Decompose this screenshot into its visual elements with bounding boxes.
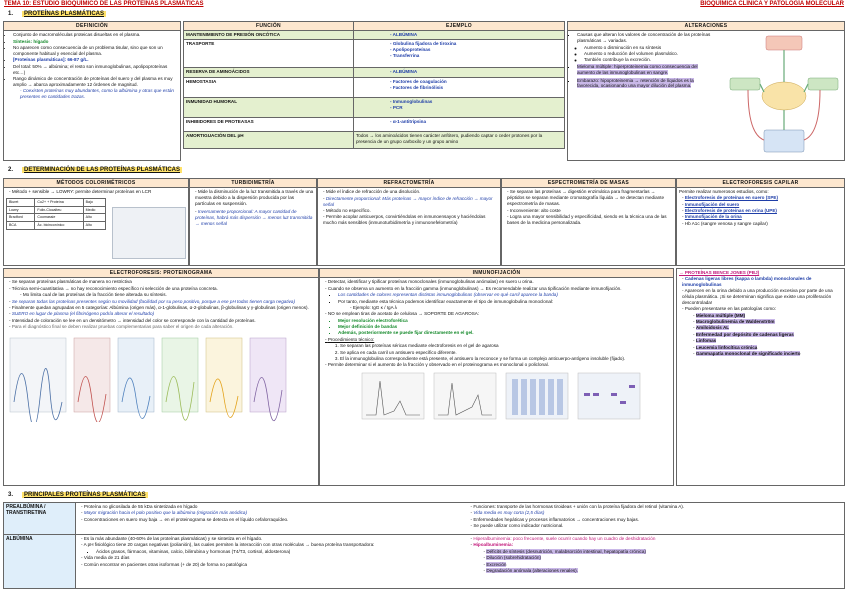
refractometry-header: REFRACTOMETRÍA — [318, 179, 500, 188]
table-row — [184, 78, 565, 98]
albumin-right: - Hiperalbuminemia: poco frecuente, suele ocurrir cuando hay un cuadro de deshidratación - Hipoalbuminemia: - Déficits de síntesis (desnutrición, malabsorción intestinal, hepatopatía crónica) - Dilución (sobrehidratación) - Excreción - Degradación anómala (alteraciones renales). — [466, 535, 845, 589]
capilar-intro: Permite realizar numerosos estudios, como: — [679, 189, 769, 195]
proteino-subitem: - Mo limita cual de las proteínas de la fracción tiene alterada su síntesis. — [20, 292, 316, 298]
proteino-item: - Finalmente quedan agrupadas en 5 categorías: Albúmina (origen más), α-1-globulinas, α-2-globulinas, β-globulinas y γ-globulinas (origen menos). — [9, 305, 316, 311]
definition-header: DEFINICIÓN — [4, 22, 180, 31]
immunofixation-box — [319, 268, 674, 486]
refractometry-box — [317, 178, 501, 266]
turbidimetry-header: TURBIDIMETRÍA — [190, 179, 316, 188]
protein-flow-diagram — [728, 34, 840, 158]
proteinogram-box — [3, 268, 319, 486]
def-item: • No aparecen como consecuencia de un problema tisular, sino que son un componente habitual y esencial del plasma. — [13, 45, 178, 57]
def-item: • Síntesis: hígado — [13, 39, 178, 45]
prealbumin-right: - Funciones: transporte de las hormonas tiroideas + unión con la proteína fijadora del retinol (vitamina A). - Vida media es muy corta (2,5 días) - Enfermedades hepáticas y procesos inflamatorios → concentraciones muy bajas. - Se puede utilizar como indicador nutricional. — [466, 503, 845, 535]
capillary-box — [676, 178, 845, 266]
mass-spec-header: ESPECTROMETRÍA DE MASAS — [502, 179, 675, 188]
inmuno-item: - Detectar, identificar y tipificar proteínas monoclonales (inmunoglobulinas anómalas) en suero u orina. — [325, 279, 671, 285]
inmuno-step: 2. Se aplica en cada carril un antisuero específico diferente. — [340, 350, 671, 356]
section-3-heading — [8, 492, 148, 500]
refr-item: - Directamente proporcional: Más proteínas → mayor índice de refracción → mayor señal — [323, 196, 498, 208]
capilar-item: - Inmunofijación del suero — [682, 202, 842, 208]
proteinogram-header: ELECTROFORESIS: PROTEINOGRAMA — [4, 269, 318, 278]
alt-subitem: ◦ Aumento o reducción del volumen plasmático. — [584, 51, 716, 57]
table-row — [184, 98, 565, 118]
function-cell: TRASPORTE — [184, 40, 354, 68]
table-row: Lowry Folin-Ciocalteu Medio — [7, 206, 106, 214]
proteino-item: - Se separan todas las proteínas presentes según su movilidad (facilidad por su peso positivo, porque a ese pH todas tienen carga negativa) — [9, 299, 316, 305]
table-row: RESERVA DE AMINOÁCIDOS - ALBÚMINA — [184, 68, 565, 78]
turb-item: - Mide la disminución de la luz transmitida a través de una muestra debido a la dispersión producida por las partículas en suspensión. — [195, 189, 314, 207]
benc-subitem: - Amiloidosis AL — [693, 325, 842, 331]
inmuno-subitem: ▪ Mejor definición de bandas — [338, 324, 671, 330]
example-header: EJEMPLO — [354, 22, 565, 31]
prealbumin-label: PREALBÚMINA / TRANSTIRETINA — [4, 503, 76, 535]
albumin-label: ALBÚMINA — [4, 535, 76, 589]
function-cell: MANTENIMIENTO DE PRESIÓN ONCÓTICA — [184, 31, 354, 40]
inmuno-subitem: ▪ Además, posteriormente se puede fijar directamente en el gel. — [338, 330, 671, 336]
inmuno-item: - Cuando se observa un aumento en la fracción gamma (inmunoglobulinas) → Es recomendable realizar una tipificación mediante inmunofijación. — [325, 286, 671, 292]
function-table — [183, 21, 565, 149]
table-row: Bradford Coomassie Alto — [7, 214, 106, 222]
alt-item: ▪ Causas que alteran los valores de concentración de las proteínas plasmáticas → variadas. — [577, 32, 716, 44]
proteino-item: - Técnica semi-cuantitativa → no hay reconocimiento específico ni selección de una proteína concreta. — [9, 286, 316, 292]
alt-subitem: ◦ Aumento o disminución en su síntesis — [584, 45, 716, 51]
def-item: • Del total: 50% → albúmina; el resto son inmunoglobulinas, apolipoproteínas etc…) — [13, 64, 178, 76]
benc-subitem: - Linfomas — [693, 338, 842, 344]
turbidimetry-box — [189, 178, 317, 266]
section-1-heading — [8, 11, 106, 19]
bence-jones-title: → PROTEÍNAS BENCE JONES (PBJ) — [679, 270, 760, 275]
inmuno-item: - Procedimiento técnico: — [325, 337, 671, 343]
inmuno-item: - NO se emplean tiras de acetato de celulosa → SOPORTE DE AGAROSA: — [325, 311, 671, 317]
def-item: • Conjunto de macromoléculas proteicas disueltas en el plasma. — [13, 32, 178, 38]
alt-item: ▪ Mieloma múltiple: hiperproteinemia como consecuencia del aumento de las inmunoglobulinas en sangre. — [577, 64, 716, 76]
table-row: Biuret Cu2+ + Proteína Bajo — [7, 199, 106, 207]
example-cell: ALBÚMINA — [392, 32, 418, 38]
function-cell: AMORTIGUACIÓN DEL pH — [184, 132, 354, 149]
proteino-item: - Para el diagnóstico final se deben realizar pruebas complementarias para saber el origen de cada alteración. — [9, 324, 316, 330]
capillary-header: ELECTROFORESIS CAPILAR — [677, 179, 844, 188]
inmuno-step: 3. El la inmunoglobulina correspondiente está presente, el antisuero la reconoce y se forma un complejo anticuerpo-antígeno insoluble (fijado). — [340, 356, 671, 362]
section-number: 1. — [8, 11, 14, 17]
course-title: BIOQUÍMICA CLÍNICA Y PATOLOGÍA MOLECULAR — [700, 1, 844, 7]
proteino-item: - Se separan proteínas plasmáticas de manera no restrictiva — [9, 279, 316, 285]
albumin-left: - Es la más abundante (40-60% de las proteínas plasmáticas) y se sintetiza en el hígado. - A pH fisiológico tiene 20 cargas negativas (polianión), las cuales permiten la interacción con otras moléculas → buena proteína transportadora: ▪ Ácidos grasos, fármacos, vitaminas, calcio, bilirrubina y hormonas (T4/T3, cortisol, aldosterona) - Vida media de 21 días - Común encontrar en pacientes otras isoformas (+ de 20) de forma no patológica — [76, 535, 466, 589]
immunofixation-figure — [322, 371, 662, 423]
table-row — [184, 132, 565, 149]
inmuno-subitem: ▪ Los cantidades de colores representan distintas inmunoglobulinas (observar en qué carril aparece la banda) — [338, 292, 671, 298]
section-title: DETERMINACIÓN DE LAS PROTEÍNAS PLASMÁTICAS — [24, 167, 181, 173]
colorimetric-box — [3, 178, 189, 266]
capilar-item: - Inmunofijación de la orina — [682, 214, 842, 220]
proteino-item: - SUERO en lugar de plasma (el fibrinógeno podría alterar el resultado) — [9, 311, 316, 317]
benc-item: - Cadenas ligeras libres (kappa o lambda) monoclonales de inmunoglobulinas — [682, 276, 842, 288]
definition-box — [3, 21, 181, 161]
refr-item: - Mide el índice de refracción de una disolución. — [323, 189, 498, 195]
example-cell: - Inmunoglobulinas - PCR — [354, 98, 565, 118]
function-cell: RESERVA DE AMINOÁCIDOS — [184, 68, 354, 78]
colorimetric-figure — [112, 207, 186, 259]
table-row — [4, 535, 845, 589]
mass-spec-box — [501, 178, 676, 266]
main-proteins-table — [3, 502, 845, 589]
alt-item: ▪ Embarazo: hipoproteinemia → retención de líquidos es la favorecida, ocasionando una mayor dilución del plasma. — [577, 78, 716, 90]
refr-item: - Permite acoplar anticuerpos, convirtiéndolas en inmunoensayos y haciéndolas mucho más sensibles (inmunoturbidimetría y inmunonefelometría) — [323, 214, 498, 226]
alterations-box — [567, 21, 845, 161]
turb-item: - Inversamente proporcional: A mayor cantidad de proteínas, habrá más dispersión → menos luz transmitida → menos señal — [195, 209, 314, 227]
section-title: PROTEÍNAS PLASMÁTICAS — [24, 11, 105, 17]
function-cell: HEMOSTASIA — [184, 78, 354, 98]
inmuno-subitem: ▪ Por tanto, mediante esta técnica podemos identificar exactamente el tipo de inmunoglobulina monoclonal: — [338, 299, 671, 305]
def-subitem: - Coexisten proteínas muy abundantes, como la albúmina y otras que están presentes en cantidades trazas. — [20, 88, 178, 100]
inmuno-subitem: - Ejemplo: IgG κ / IgA λ — [350, 305, 671, 311]
colorimetric-table — [6, 198, 106, 229]
immunofixation-header: INMUNOFIJACIÓN — [320, 269, 673, 278]
table-row: INHIBIDORES DE PROTEASAS - α-1-antitripsina — [184, 118, 565, 132]
benc-subitem: - Macroglobulinemia de Waldenström — [693, 319, 842, 325]
masas-item: - Logra una mayor sensibilidad y especificidad, siendo es la técnica una de las bases de la medicina personalizada. — [507, 214, 673, 226]
section-title: PRINCIPALES PROTEÍNAS PLASMÁTICAS — [24, 492, 146, 498]
proteino-item: - Intensidad de coloración se lee en un densitómetro → intensidad del color se corresponde con la cantidad de proteínas. — [9, 318, 316, 324]
colorim-item: - Método + sensible → LOWRY: permite determinar proteínas en LCR — [9, 189, 186, 195]
alterations-header: ALTERACIONES — [568, 22, 844, 31]
function-cell: INHIBIDORES DE PROTEASAS — [184, 118, 354, 132]
benc-subitem: - Mieloma múltiple (MM) — [693, 313, 842, 319]
def-item: • Rango dinámico de concentración de proteínas del suero y del plasma es muy amplio → abarca aproximadamente 12 órdenes de magnitud. — [13, 76, 178, 88]
example-cell: Todos → los aminoácidos tienen carácter anfótero, pudiendo captar o ceder protones por la presencia de un grupo carboxilo y un grupo amino — [354, 132, 565, 149]
capilar-item: - Hb A1c (sangre venosa y sangre capilar) — [682, 221, 842, 227]
benc-item: - Pueden presentarse en las patologías como: — [682, 306, 842, 312]
proteinogram-figure — [6, 332, 306, 422]
example-cell: - Globulina fijadora de tiroxina - Apolipoproteínas - Transferrina — [354, 40, 565, 68]
section-number: 2. — [8, 167, 14, 173]
table-row — [184, 40, 565, 68]
bence-jones-box — [676, 268, 845, 486]
section-number: 3. — [8, 492, 14, 498]
inmuno-subitem: ▪ Mejor resolución electroforética — [338, 318, 671, 324]
document-title: TEMA 10: ESTUDIO BIOQUÍMICO DE LAS PROTEÍNAS PLASMÁTICAS — [4, 1, 204, 7]
example-cell: - Factores de coagulación - Factores de fibrinólisis — [354, 78, 565, 98]
capilar-item: - Electroforesis de proteínas en suero (SPE) — [682, 195, 842, 201]
refr-item: - Método no específico. — [323, 208, 498, 214]
example-cell: α-1-antitripsina — [392, 119, 427, 125]
masas-item: - Se separan las proteínas → digestión enzimática para fragmentarlas → péptidos se separan mediante cromatografía líquida → se detectan mediante espectrometría de masas. — [507, 189, 673, 207]
def-item: • [Proteínas plasmáticas]: 66-87 g/L. — [13, 57, 178, 63]
function-cell: INMUNIDAD HUMORAL — [184, 98, 354, 118]
benc-subitem: - Gammapatía monoclonal de significado incierto — [693, 351, 842, 357]
table-row — [4, 503, 845, 535]
inmuno-step: 1. Se separan las proteínas séricas mediante electroforesis en el gel de agarosa — [340, 343, 671, 349]
prealbumin-left: - Proteína no glicosilada de 55 kDa sintetizada en hígado - Mayor migración hacia el polo positivo que la albúmina (migración más anódica) - Concentraciones en suero muy baja → en el proteinograma se detecta en el líquido cefalorraquídeo. — [76, 503, 466, 535]
table-row: MANTENIMIENTO DE PRESIÓN ONCÓTICA - ALBÚMINA — [184, 31, 565, 40]
section-2-heading — [8, 167, 182, 175]
colorimetric-header: MÉTODOS COLORIMÉTRICOS — [4, 179, 188, 188]
alt-subitem: ◦ También contribuye la excreción. — [584, 57, 716, 63]
capilar-item: - Electroforesis de proteínas en orina (UPE) — [682, 208, 842, 214]
function-header: FUNCIÓN — [184, 22, 354, 31]
benc-item: - Aparecen en la orina debido a una producción excesiva por parte de una célula plasmática. ¡Si se determinan significa que existe una proliferación descontrolada! — [682, 288, 842, 306]
example-cell: ALBÚMINA — [392, 69, 418, 75]
masas-item: - Inconveniente: alto coste — [507, 208, 673, 214]
benc-subitem: - Enfermedad por depósito de cadenas ligeras — [693, 332, 842, 338]
benc-subitem: - Leucemia linfocítica crónica — [693, 345, 842, 351]
inmuno-item: - Permite determinar si el aumento de la fracción γ observado en el proteinograma es monoclonal o policlonal. — [325, 362, 671, 368]
table-row: BCA Ác. bicinconínico Alto — [7, 222, 106, 230]
